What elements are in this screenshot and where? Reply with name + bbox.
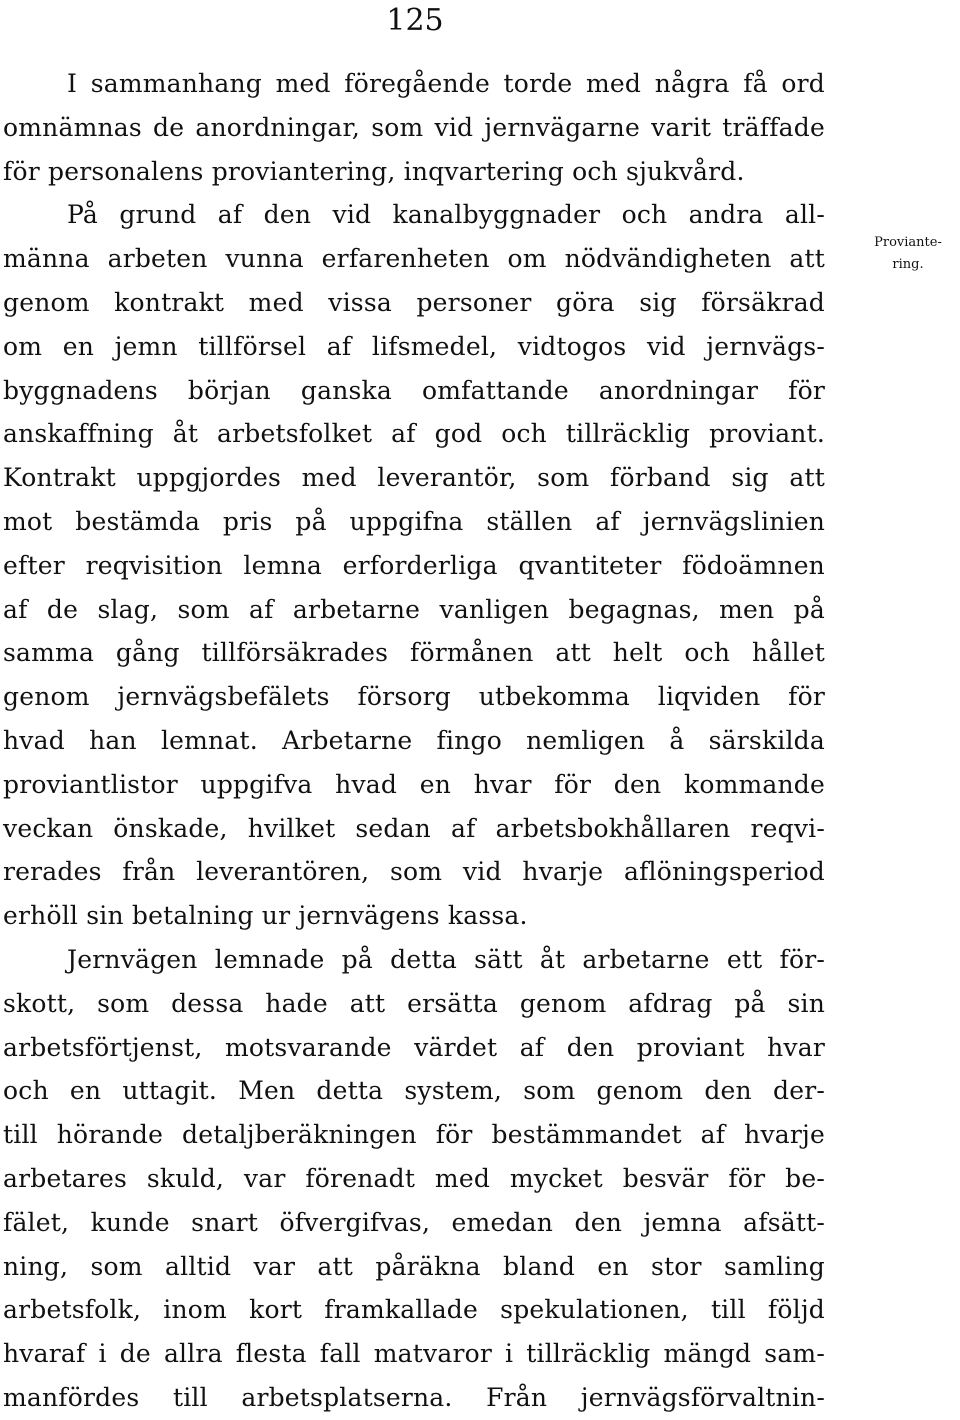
text-line: ning, som alltid var att påräkna bland en stor samling	[3, 1251, 825, 1281]
text-line: På grund af den vid kanalbyggnader och andra all-	[67, 200, 825, 230]
text-line: manfördes till arbetsplatserna. Från jernvägsförvaltnin-	[3, 1382, 825, 1412]
text-line: byggnadens början ganska omfattande anordningar för	[3, 375, 825, 405]
text-line: samma gång tillförsäkrades förmånen att helt och hållet	[3, 638, 825, 668]
text-line: rerades från leverantören, som vid hvarje aflöningsperiod	[3, 857, 825, 887]
text-line: genom jernvägsbefälets försorg utbekomma liqviden för	[3, 682, 825, 712]
text-line: om en jemn tillförsel af lifsmedel, vidtogos vid jernvägs-	[3, 331, 825, 361]
text-line: genom kontrakt med vissa personer göra sig försäkrad	[3, 287, 825, 317]
text-line: veckan önskade, hvilket sedan af arbetsbokhållaren reqvi-	[3, 813, 825, 843]
text-line: arbetsförtjenst, motsvarande värdet af den proviant hvar	[3, 1032, 825, 1062]
margin-note	[860, 232, 956, 276]
text-line: Kontrakt uppgjordes med leverantör, som förband sig att	[3, 463, 825, 493]
text-line: arbetares skuld, var förenadt med mycket besvär för be-	[3, 1163, 825, 1193]
text-line: proviantlistor uppgifva hvad en hvar för den kommande	[3, 769, 825, 799]
text-line: anskaffning åt arbetsfolket af god och tillräcklig proviant.	[3, 419, 825, 449]
text-line: för personalens proviantering, inqvartering och sjukvård.	[3, 156, 745, 186]
text-line: Jernvägen lemnade på detta sätt åt arbetarne ett för-	[67, 944, 825, 974]
paragraph-1	[3, 62, 825, 193]
paragraph-2	[3, 193, 825, 938]
text-line: hvaraf i de allra flesta fall matvaror i tillräcklig mängd sam-	[3, 1339, 825, 1369]
page-number: 125	[386, 3, 444, 38]
body-text	[3, 62, 825, 1420]
text-line: omnämnas de anordningar, som vid jernvägarne varit träffade	[3, 112, 825, 142]
text-line: efter reqvisition lemna erforderliga qvantiteter födoämnen	[3, 550, 825, 580]
text-line: af de slag, som af arbetarne vanligen begagnas, men på	[3, 594, 825, 624]
text-line: fälet, kunde snart öfvergifvas, emedan den jemna afsätt-	[3, 1207, 825, 1237]
text-line: hvad han lemnat. Arbetarne fingo nemligen å särskilda	[3, 725, 825, 755]
text-line: I sammanhang med föregående torde med några få ord	[67, 69, 825, 98]
text-line: skott, som dessa hade att ersätta genom afdrag på sin	[3, 988, 825, 1018]
paragraph-3	[3, 938, 825, 1420]
text-line: till hörande detaljberäkningen för bestämmandet af hvarje	[3, 1120, 825, 1150]
text-line: och en uttagit. Men detta system, som genom den der-	[3, 1076, 825, 1106]
text-line: männa arbeten vunna erfarenheten om nödvändigheten att	[3, 244, 825, 274]
text-line: erhöll sin betalning ur jernvägens kassa.	[3, 901, 528, 931]
margin-note-line: ring.	[892, 257, 924, 272]
margin-note-line: Proviante-	[874, 235, 942, 250]
text-line: arbetsfolk, inom kort framkallade spekulationen, till följd	[3, 1295, 825, 1325]
text-line: mot bestämda pris på uppgifna ställen af jernvägslinien	[3, 506, 825, 536]
